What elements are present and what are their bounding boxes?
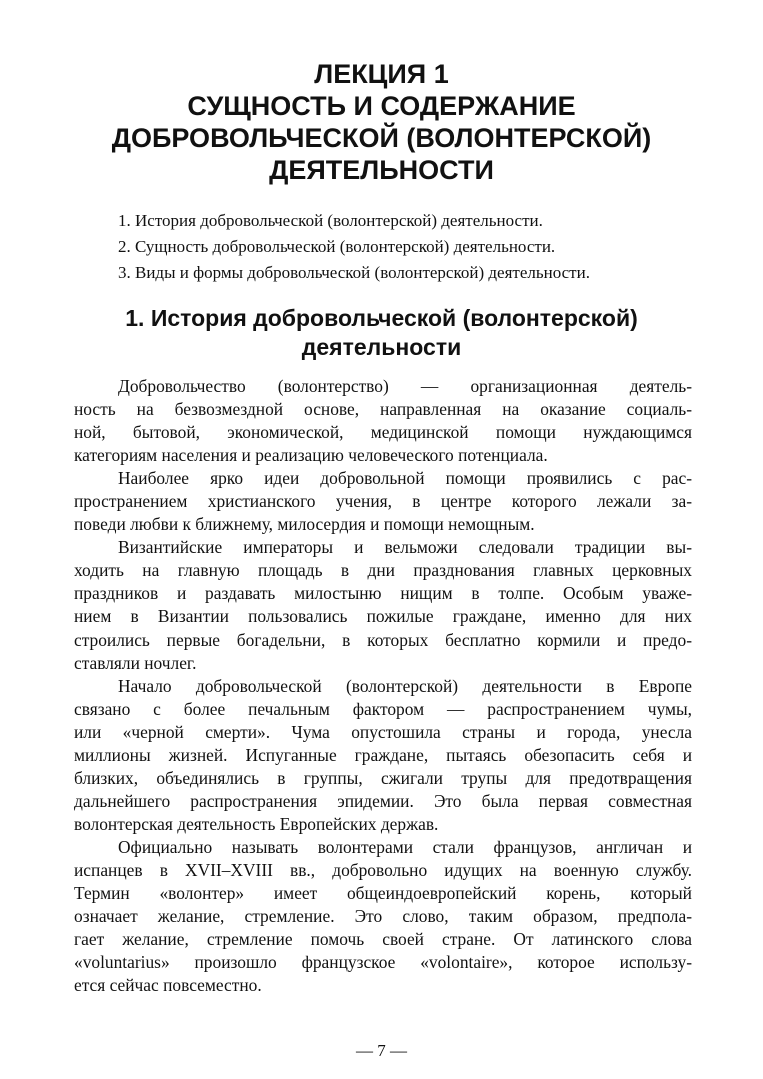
page-number: — 7 — <box>356 1041 407 1060</box>
paragraph-line: ходить на главную площадь в дни празднования главных церковных <box>74 560 692 581</box>
section-heading-line: деятельности <box>301 334 462 360</box>
paragraph-line: гает желание, стремление помочь своей стране. От латинского слова <box>74 929 692 950</box>
outline-item: 3. Виды и формы добровольческой (волонтерской) деятельности. <box>118 263 590 282</box>
paragraph <box>74 675 692 836</box>
paragraph-line: ной, бытовой, экономической, медицинской помощи нуждающимся <box>74 422 692 443</box>
paragraph-line: ставляли ночлег. <box>74 652 197 673</box>
paragraph-line: или «черной смерти». Чума опустошила страны и города, унесла <box>74 721 692 742</box>
paragraph-line: строились первые богадельни, в которых бесплатно кормили и предо- <box>74 629 692 650</box>
lecture-title-line: ЛЕКЦИЯ 1 <box>314 59 449 89</box>
paragraph-line: ность на безвозмездной основе, направленная на оказание социаль- <box>74 399 692 420</box>
paragraph-line: волонтерская деятельность Европейских держав. <box>74 813 439 834</box>
paragraph-line: Византийские императоры и вельможи следовали традиции вы- <box>118 537 692 558</box>
paragraph-line: праздников и раздавать милостыню нищим в толпе. Особым уваже- <box>74 583 692 604</box>
body-text <box>74 375 692 997</box>
lecture-title-line: ДЕЯТЕЛЬНОСТИ <box>269 155 494 185</box>
lecture-title-line: СУЩНОСТЬ И СОДЕРЖАНИЕ <box>187 91 576 121</box>
outline-item: 1. История добровольческой (волонтерской) деятельности. <box>118 211 543 230</box>
paragraph-line: ется сейчас повсеместно. <box>74 975 262 996</box>
paragraph-line: Наиболее ярко идеи добровольной помощи проявились с рас- <box>118 468 692 489</box>
paragraph-line: дальнейшего распространения эпидемии. Это была первая совместная <box>74 790 692 811</box>
paragraph <box>74 836 692 997</box>
paragraph-line: испанцев в XVII–XVIII вв., добровольно идущих на военную службу. <box>74 859 692 880</box>
paragraph-line: Официально называть волонтерами стали французов, англичан и <box>118 836 692 857</box>
section-heading-line: 1. История добровольческой (волонтерской) <box>125 305 638 331</box>
paragraph-line: Добровольчество (волонтерство) — организационная деятель- <box>118 376 692 396</box>
paragraph-line: близких, объединялись в группы, сжигали трупы для предотвращения <box>74 767 692 788</box>
paragraph <box>74 536 692 674</box>
section-heading <box>60 304 703 362</box>
paragraph-line: поведи любви к ближнему, милосердия и помощи немощным. <box>74 514 535 535</box>
paragraph <box>74 375 692 467</box>
paragraph-line: Начало добровольческой (волонтерской) деятельности в Европе <box>118 675 692 696</box>
paragraph-line: «voluntarius» произошло французское «volontaire», которое использу- <box>74 952 692 973</box>
outline-item: 2. Сущность добровольческой (волонтерской) деятельности. <box>118 237 556 256</box>
paragraph-line: нием в Византии пользовались пожилые граждане, именно для них <box>74 606 692 627</box>
paragraph-line: категориям населения и реализацию человеческого потенциала. <box>74 445 548 466</box>
lecture-outline <box>118 208 718 286</box>
lecture-title <box>60 58 703 186</box>
paragraph-line: связано с более печальным фактором — распространением чумы, <box>74 698 692 719</box>
paragraph-line: миллионы жизней. Испуганные граждане, пытаясь обезопасить себя и <box>74 744 692 765</box>
lecture-title-line: ДОБРОВОЛЬЧЕСКОЙ (ВОЛОНТЕРСКОЙ) <box>111 123 652 153</box>
paragraph-line: означает желание, стремление. Это слово, таким образом, предпола- <box>74 906 692 927</box>
paragraph-line: Термин «волонтер» имеет общеиндоевропейский корень, который <box>74 883 692 904</box>
paragraph <box>74 467 692 536</box>
paragraph-line: пространением христианского учения, в центре которого лежали за- <box>74 491 692 512</box>
